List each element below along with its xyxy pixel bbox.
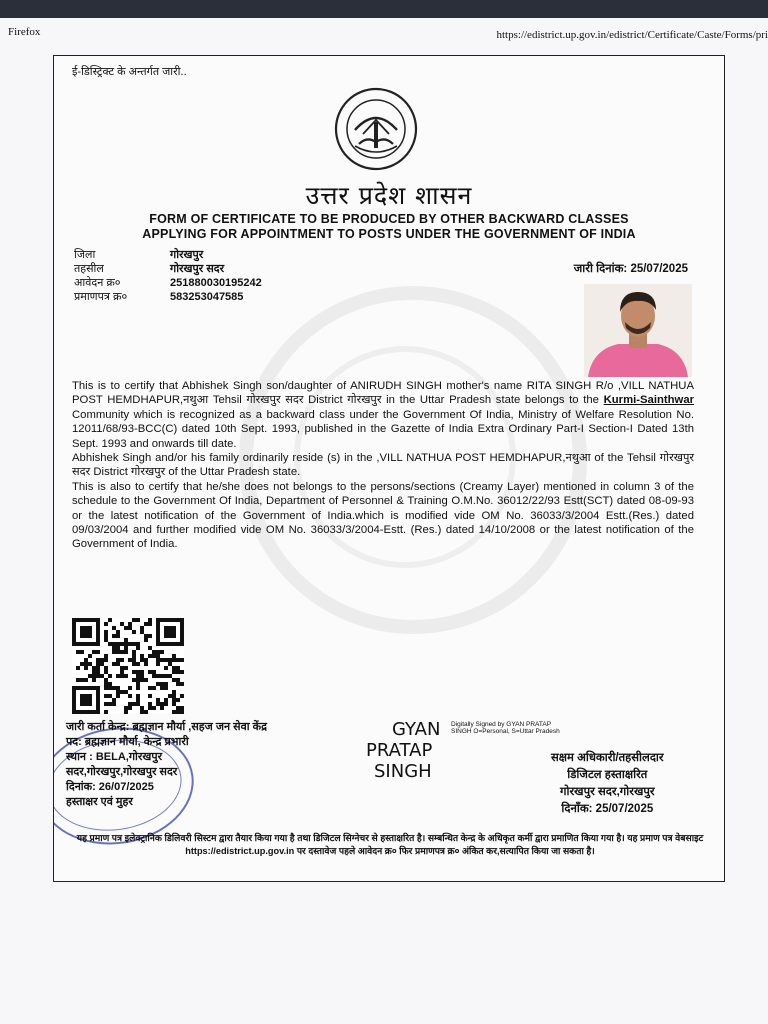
certificate-body <box>72 379 694 552</box>
meta-value: 251880030195242 <box>170 277 262 289</box>
signer-name-line-3: SINGH <box>374 761 432 782</box>
issuer-place: स्थान : BELA,गोरखपुर <box>66 751 163 763</box>
certificate-paragraph-3: This is also to certify that he/she does not belongs to the persons/sections (Creamy Layer) mentioned in column 3 of the schedule to the Government Of India, Department of Personnel & Training O.M.No. 36012/22/93 Estt(SCT) dated 08-09-93 or the latest notification of the Government of India.which is modified vide OM No. 36033/3/2004 Estt.(Res.) dated 09/03/2004 and further modified vide OM No. 36033/3/2004-Estt. (Res.) dated 14/10/2008 or the latest notification of the Government of India. <box>72 480 694 551</box>
date-of-issue: जारी दिनांक: 25/07/2025 <box>573 263 688 275</box>
issuer-place-tehsil: सदर,गोरखपुर,गोरखपुर सदर <box>66 766 178 778</box>
officer-date: दिनाँक: 25/07/2025 <box>561 803 654 815</box>
government-title: उत्तर प्रदेश शासन <box>305 181 473 210</box>
meta-value: गोरखपुर <box>170 249 204 261</box>
community-name: Kurmi-Sainthwar <box>603 394 694 407</box>
browser-app-label: Firefox <box>8 26 41 38</box>
digital-signature-note: Digitally Signed by GYAN PRATAP SINGH O=Personal, S=Uttar Pradesh <box>451 721 560 736</box>
qr-code-icon <box>72 618 184 714</box>
issuer-sign-and-seal: हस्ताक्षर एवं मुहर <box>66 796 133 808</box>
signer-name-line-1: GYAN <box>392 719 441 740</box>
form-title <box>94 212 684 242</box>
issuer-date: दिनांक: 26/07/2025 <box>66 781 154 793</box>
applicant-photo <box>584 284 692 377</box>
certificate-meta <box>74 248 262 304</box>
up-government-emblem-icon <box>333 86 419 177</box>
paragraph-1-part-b: Community which is recognized as a backward class under the Government Of India, Ministry of Welfare Resolution No. 12011/68/93-BCC(C) dated 10th Sept. 1993, published in the Gazette of India Extra Ordinary Part-I Section-I Dated 13th Sept. 1993 and onwards till date. <box>72 408 694 450</box>
meta-row-certificate-number <box>74 290 262 304</box>
issuer-designation: पद: ब्रह्मज्ञान मौर्या, केन्द्र प्रभारी <box>66 736 189 748</box>
meta-row-district <box>74 248 262 262</box>
print-url-header: https://edistrict.up.gov.in/edistrict/Certificate/Caste/Forms/pri <box>496 29 768 41</box>
form-title-line-2: APPLYING FOR APPOINTMENT TO POSTS UNDER THE GOVERNMENT OF INDIA <box>142 227 636 241</box>
browser-top-strip <box>0 0 768 18</box>
meta-label: तहसील <box>74 263 104 275</box>
officer-title: सक्षम अधिकारी/तहसीलदार <box>551 752 664 764</box>
paragraph-1-part-a: This is to certify that Abhishek Singh son/daughter of ANIRUDH SINGH mother's name RITA SINGH R/o ,VILL NATHUA POST HEMDHAPUR,नथुआ Tehsil गोरखपुर सदर District गोरखपुर in the Uttar Pradesh state belongs to the <box>72 380 694 407</box>
officer-digital-signed: डिजिटल हस्ताक्षरित <box>567 769 648 781</box>
competent-officer-block <box>551 750 664 818</box>
meta-row-tehsil <box>74 262 262 276</box>
form-title-line-1: FORM OF CERTIFICATE TO BE PRODUCED BY OTHER BACKWARD CLASSES <box>149 212 629 226</box>
issued-under-note: ई-डिस्ट्रिक्ट के अन्तर्गत जारी.. <box>72 66 187 78</box>
verification-footer-note: यह प्रमाण पत्र इलेक्ट्रानिक डिलिवरी सिस्टम द्वारा तैयार किया गया है तथा डिजिटल सिग्नेचर से हस्ताक्षरित है। सम्बन्धित केन्द्र के अधिकृत कर्मी द्वारा प्रमाणित किया गया है। यह प्रमाण पत्र वेबसाइट https://edistrict.up.gov.in पर दस्तावेज पहले आवेदन क्र० फिर प्रमाणपत्र क्र० अंकित कर,सत्यापित किया जा सकता है। <box>76 833 704 856</box>
issuing-centre-block <box>66 720 267 810</box>
officer-place: गोरखपुर सदर,गोरखपुर <box>560 786 655 798</box>
issuer-centre: जारी कर्ता केन्द्र: ब्रह्मज्ञान मौर्या ,सहज जन सेवा केंद्र <box>66 721 267 733</box>
certificate-frame <box>53 55 725 882</box>
meta-value: 583253047585 <box>170 291 244 303</box>
meta-row-application-number <box>74 276 262 290</box>
meta-value: गोरखपुर सदर <box>170 263 225 275</box>
signer-name-line-2: PRATAP <box>366 740 433 761</box>
meta-label: आवेदन क्र० <box>74 277 121 289</box>
certificate-paragraph-2: Abhishek Singh and/or his family ordinarily reside (s) in the ,VILL NATHUA POST HEMDHAPUR,नथुआ of the Tehsil गोरखपुर सदर District गोरखपुर of the Uttar Pradesh state. <box>72 452 694 479</box>
meta-label: जिला <box>74 249 96 261</box>
meta-label: प्रमाणपत्र क्र० <box>74 291 128 303</box>
digital-signature <box>366 719 560 782</box>
certificate-paragraph-1 <box>72 379 694 451</box>
